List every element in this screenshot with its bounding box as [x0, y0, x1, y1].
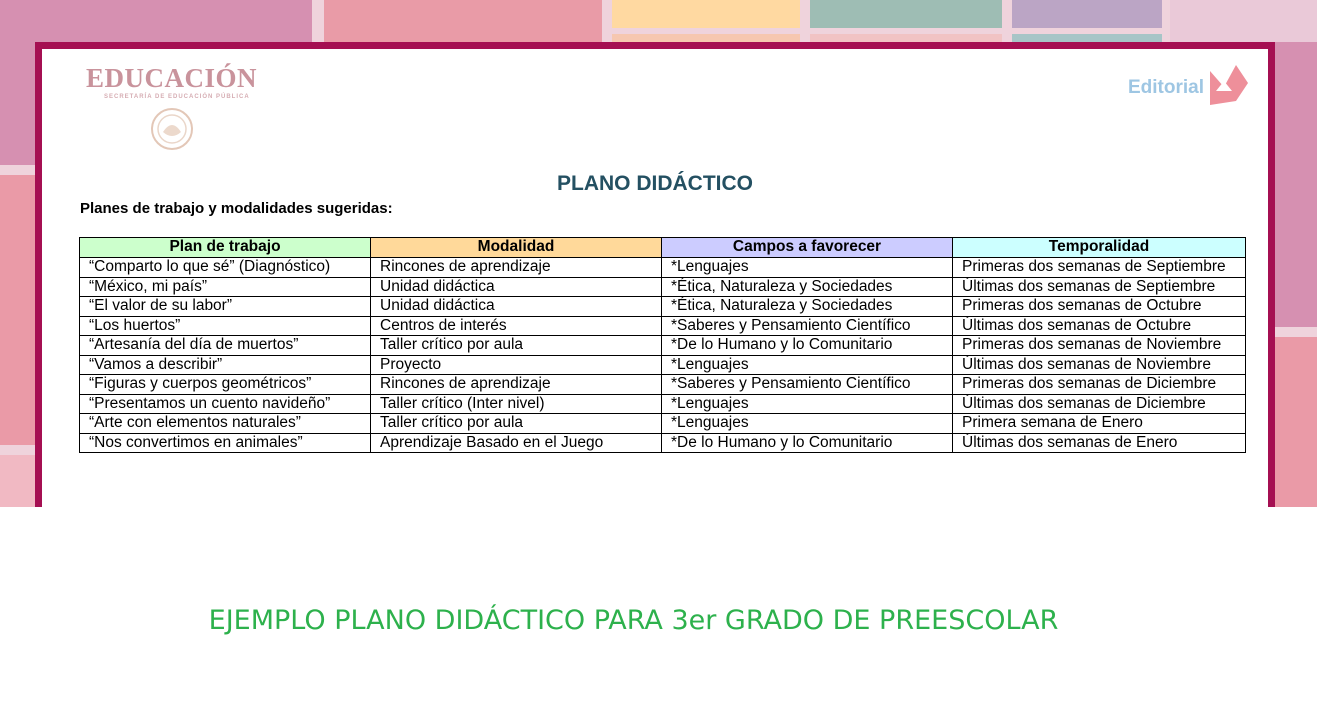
cell-modalidad: Centros de interés — [371, 316, 662, 336]
national-seal-icon — [149, 106, 195, 152]
cell-modalidad: Aprendizaje Basado en el Juego — [371, 433, 662, 453]
table-row — [80, 277, 1246, 297]
cell-temporalidad: Últimas dos semanas de Septiembre — [953, 277, 1246, 297]
cell-campos: *De lo Humano y lo Comunitario — [662, 433, 953, 453]
table-row — [80, 316, 1246, 336]
cell-temporalidad: Primeras dos semanas de Octubre — [953, 297, 1246, 317]
document-title: PLANO DIDÁCTICO — [557, 172, 753, 195]
column-header-plan: Plan de trabajo — [80, 238, 371, 258]
cell-campos: *Lenguajes — [662, 394, 953, 414]
document-page — [42, 49, 1268, 507]
cell-temporalidad: Últimas dos semanas de Noviembre — [953, 355, 1246, 375]
document-frame — [35, 42, 1275, 507]
cell-plan: “Nos convertimos en animales” — [80, 433, 371, 453]
cell-plan: “Vamos a describir” — [80, 355, 371, 375]
document-subtitle: Planes de trabajo y modalidades sugeridas: — [80, 200, 393, 217]
table-row — [80, 433, 1246, 453]
decor-block — [810, 34, 1002, 42]
cell-plan: “Figuras y cuerpos geométricos” — [80, 375, 371, 395]
cell-temporalidad: Últimas dos semanas de Octubre — [953, 316, 1246, 336]
cell-temporalidad: Primeras dos semanas de Septiembre — [953, 258, 1246, 278]
editorial-md-logo — [1128, 59, 1258, 111]
cell-modalidad: Proyecto — [371, 355, 662, 375]
cell-campos: *Saberes y Pensamiento Científico — [662, 316, 953, 336]
decor-block — [1012, 0, 1162, 28]
cell-plan: “México, mi país” — [80, 277, 371, 297]
table-row — [80, 355, 1246, 375]
cell-plan: “El valor de su labor” — [80, 297, 371, 317]
decor-block — [1275, 337, 1317, 507]
cell-modalidad: Taller crítico por aula — [371, 414, 662, 434]
cell-campos: *Lenguajes — [662, 355, 953, 375]
sep-logo-title: EDUCACIÓN — [86, 63, 258, 93]
table-row — [80, 336, 1246, 356]
column-header-modalidad: Modalidad — [371, 238, 662, 258]
table-row — [80, 258, 1246, 278]
decor-block — [324, 0, 602, 42]
cell-modalidad: Unidad didáctica — [371, 297, 662, 317]
cell-campos: *Lenguajes — [662, 414, 953, 434]
cell-campos: *De lo Humano y lo Comunitario — [662, 336, 953, 356]
table-row — [80, 414, 1246, 434]
decor-block — [1275, 42, 1317, 327]
editorial-logo-text: Editorial — [1128, 77, 1205, 98]
cell-campos: *Ética, Naturaleza y Sociedades — [662, 277, 953, 297]
table-row — [80, 297, 1246, 317]
column-header-campos: Campos a favorecer — [662, 238, 953, 258]
table-row — [80, 375, 1246, 395]
decor-block — [1012, 34, 1162, 42]
decor-block — [612, 34, 800, 42]
cell-modalidad: Rincones de aprendizaje — [371, 375, 662, 395]
work-plan-table — [79, 237, 1246, 453]
example-caption: EJEMPLO PLANO DIDÁCTICO PARA 3er GRADO DE PREESCOLAR — [208, 605, 1059, 636]
table-row — [80, 394, 1246, 414]
md-logo-icon — [1206, 61, 1252, 109]
cell-temporalidad: Primeras dos semanas de Diciembre — [953, 375, 1246, 395]
cell-plan: “Los huertos” — [80, 316, 371, 336]
cell-campos: *Lenguajes — [662, 258, 953, 278]
cell-temporalidad: Últimas dos semanas de Enero — [953, 433, 1246, 453]
cell-plan: “Arte con elementos naturales” — [80, 414, 371, 434]
table-header-row — [80, 238, 1246, 258]
decor-block — [810, 0, 1002, 28]
cell-modalidad: Taller crítico (Inter nivel) — [371, 394, 662, 414]
cell-campos: *Ética, Naturaleza y Sociedades — [662, 297, 953, 317]
cell-modalidad: Unidad didáctica — [371, 277, 662, 297]
cell-temporalidad: Últimas dos semanas de Diciembre — [953, 394, 1246, 414]
cell-modalidad: Rincones de aprendizaje — [371, 258, 662, 278]
cell-campos: *Saberes y Pensamiento Científico — [662, 375, 953, 395]
cell-plan: “Comparto lo que sé” (Diagnóstico) — [80, 258, 371, 278]
cell-plan: “Artesanía del día de muertos” — [80, 336, 371, 356]
decor-block — [612, 0, 800, 28]
cell-plan: “Presentamos un cuento navideño” — [80, 394, 371, 414]
cell-temporalidad: Primera semana de Enero — [953, 414, 1246, 434]
decor-block — [1170, 0, 1317, 42]
column-header-temporalidad: Temporalidad — [953, 238, 1246, 258]
cell-modalidad: Taller crítico por aula — [371, 336, 662, 356]
sep-logo-subtitle: SECRETARÍA DE EDUCACIÓN PÚBLICA — [104, 94, 250, 100]
cell-temporalidad: Primeras dos semanas de Noviembre — [953, 336, 1246, 356]
